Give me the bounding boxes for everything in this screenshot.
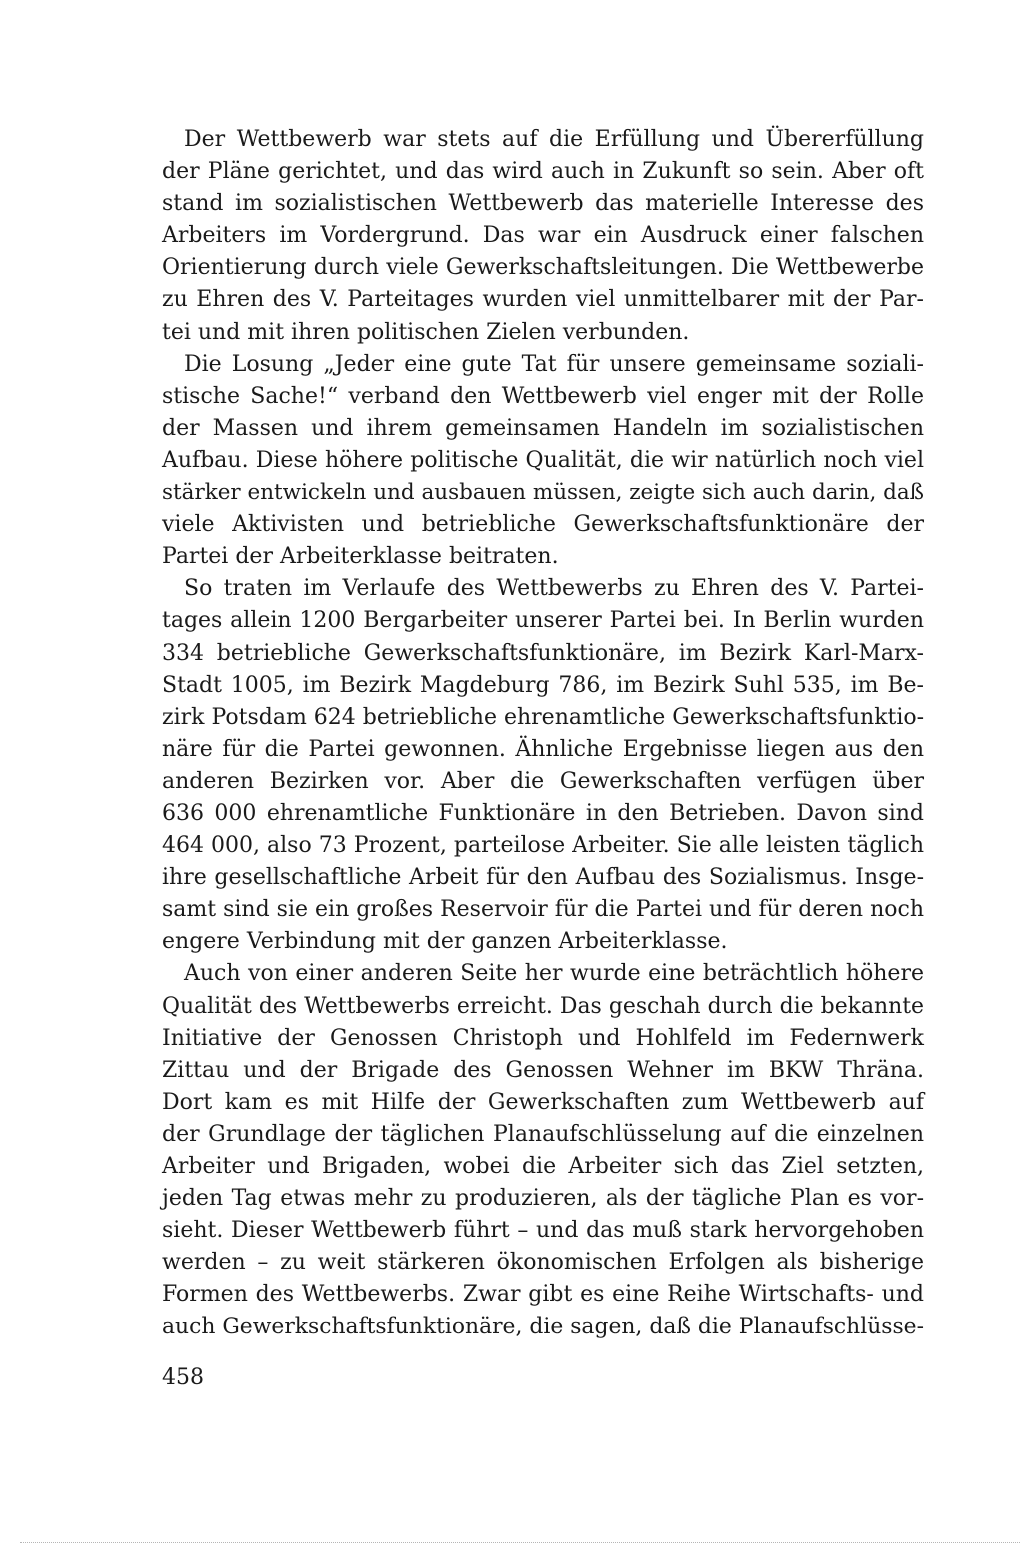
text-line: Qualität des Wettbewerbs erreicht. Das geschah durch die bekannte	[162, 993, 924, 1019]
text-line: 334 betriebliche Gewerkschaftsfunktionäre, im Bezirk Karl-Marx-	[162, 640, 924, 666]
text-line: zu Ehren des V. Parteitages wurden viel unmittelbarer mit der Par-	[162, 287, 924, 313]
text-line: viele Aktivisten und betriebliche Gewerkschaftsfunktionäre der	[162, 512, 924, 538]
text-line: der Pläne gerichtet, und das wird auch in Zukunft so sein. Aber oft	[162, 159, 924, 185]
text-line: Formen des Wettbewerbs. Zwar gibt es eine Reihe Wirtschafts- und	[162, 1282, 924, 1308]
text-line: Zittau und der Brigade des Genossen Wehner im BKW Thräna.	[162, 1057, 924, 1083]
text-line: der Grundlage der täglichen Planaufschlüsselung auf die einzelnen	[162, 1121, 924, 1147]
text-line: tages allein 1200 Bergarbeiter unserer Partei bei. In Berlin wurden	[162, 608, 924, 634]
text-line: Arbeiters im Vordergrund. Das war ein Ausdruck einer falschen	[162, 223, 924, 249]
text-line: werden – zu weit stärkeren ökonomischen Erfolgen als bisherige	[162, 1250, 924, 1276]
text-line: tei und mit ihren politischen Zielen verbunden.	[162, 319, 690, 345]
text-line: zirk Potsdam 624 betriebliche ehrenamtliche Gewerkschaftsfunktio-	[162, 704, 925, 730]
text-line: 464 000, also 73 Prozent, parteilose Arbeiter. Sie alle leisten täglich	[162, 833, 924, 859]
text-line: Der Wettbewerb war stets auf die Erfüllung und Übererfüllung	[162, 127, 924, 152]
scan-edge-line	[20, 1542, 1020, 1543]
text-line: Dort kam es mit Hilfe der Gewerkschaften zum Wettbewerb auf	[162, 1089, 924, 1115]
text-line: näre für die Partei gewonnen. Ähnliche Ergebnisse liegen aus den	[162, 736, 924, 762]
text-line: ihre gesellschaftliche Arbeit für den Aufbau des Sozialismus. Insge-	[162, 865, 924, 891]
text-line: Die Losung „Jeder eine gute Tat für unsere gemeinsame soziali-	[162, 351, 924, 377]
text-line: Arbeiter und Brigaden, wobei die Arbeiter sich das Ziel setzten,	[162, 1154, 924, 1179]
text-line: auch Gewerkschaftsfunktionäre, die sagen, daß die Planaufschlüsse-	[162, 1314, 924, 1340]
text-line: stische Sache!“ verband den Wettbewerb viel enger mit der Rolle	[162, 383, 924, 409]
page-number: 458	[162, 1365, 204, 1390]
text-line: jeden Tag etwas mehr zu produzieren, als der tägliche Plan es vor-	[162, 1186, 924, 1212]
text-line: stand im sozialistischen Wettbewerb das materielle Interesse des	[162, 191, 924, 217]
text-line: engere Verbindung mit der ganzen Arbeiterklasse.	[162, 929, 728, 955]
text-line: der Massen und ihrem gemeinsamen Handeln im sozialistischen	[162, 415, 924, 441]
text-line: samt sind sie ein großes Reservoir für die Partei und für deren noch	[162, 897, 924, 923]
text-line: So traten im Verlaufe des Wettbewerbs zu Ehren des V. Partei-	[162, 576, 924, 602]
body-text	[162, 124, 924, 1344]
text-line: Auch von einer anderen Seite her wurde eine beträchtlich höhere	[162, 961, 924, 987]
text-line: Aufbau. Diese höhere politische Qualität, die wir natürlich noch viel	[162, 447, 924, 473]
text-line: sieht. Dieser Wettbewerb führt – und das muß stark hervorgehoben	[162, 1218, 924, 1244]
text-line: 636 000 ehrenamtliche Funktionäre in den Betrieben. Davon sind	[162, 800, 924, 826]
text-line: anderen Bezirken vor. Aber die Gewerkschaften verfügen über	[162, 768, 924, 794]
text-line: Partei der Arbeiterklasse beitraten.	[162, 544, 559, 570]
text-line: Initiative der Genossen Christoph und Hohlfeld im Federnwerk	[162, 1025, 924, 1051]
text-line: Orientierung durch viele Gewerkschaftsleitungen. Die Wettbewerbe	[162, 255, 924, 281]
text-line: Stadt 1005, im Bezirk Magdeburg 786, im Bezirk Suhl 535, im Be-	[162, 672, 924, 698]
text-line: stärker entwickeln und ausbauen müssen, zeigte sich auch darin, daß	[162, 480, 924, 506]
